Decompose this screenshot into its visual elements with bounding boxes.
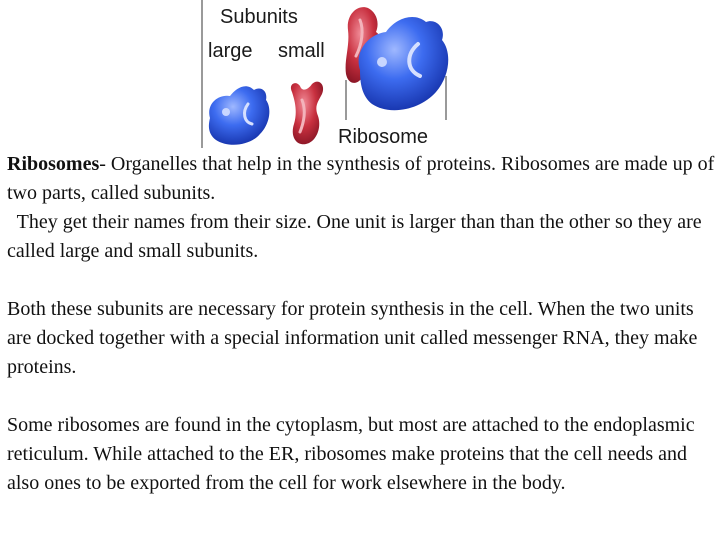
paragraph-location: Some ribosomes are found in the cytoplasm, but most are attached to the endoplasmic reticulum. While attached to the ER, ribosomes make proteins that the cell needs and also ones to be exported from the cell for work elsewhere in the body.: [7, 414, 695, 494]
small-label: small: [278, 40, 325, 62]
body-text: [7, 150, 715, 498]
definition-text: - Organelles that help in the synthesis of proteins. Ribosomes are made up of two parts, called subunits.: [7, 153, 715, 204]
term-ribosomes: Ribosomes: [7, 153, 100, 175]
subunit-names-text: They get their names from their size. One unit is larger than than the other so they are called large and small subunits.: [7, 211, 702, 262]
paragraph-definition: [7, 150, 715, 266]
subunits-label: Subunits: [220, 6, 298, 28]
small-subunit-shape: [291, 82, 323, 145]
assembled-ribosome-shape: [346, 7, 449, 110]
ribosome-label: Ribosome: [338, 126, 429, 148]
large-subunit-shape: [209, 86, 269, 145]
paragraph-synthesis: Both these subunits are necessary for protein synthesis in the cell. When the two units are docked together with a special information unit called messenger RNA, they make proteins.: [7, 298, 698, 378]
large-label: large: [208, 40, 253, 62]
ribosome-figure: [196, 0, 456, 152]
